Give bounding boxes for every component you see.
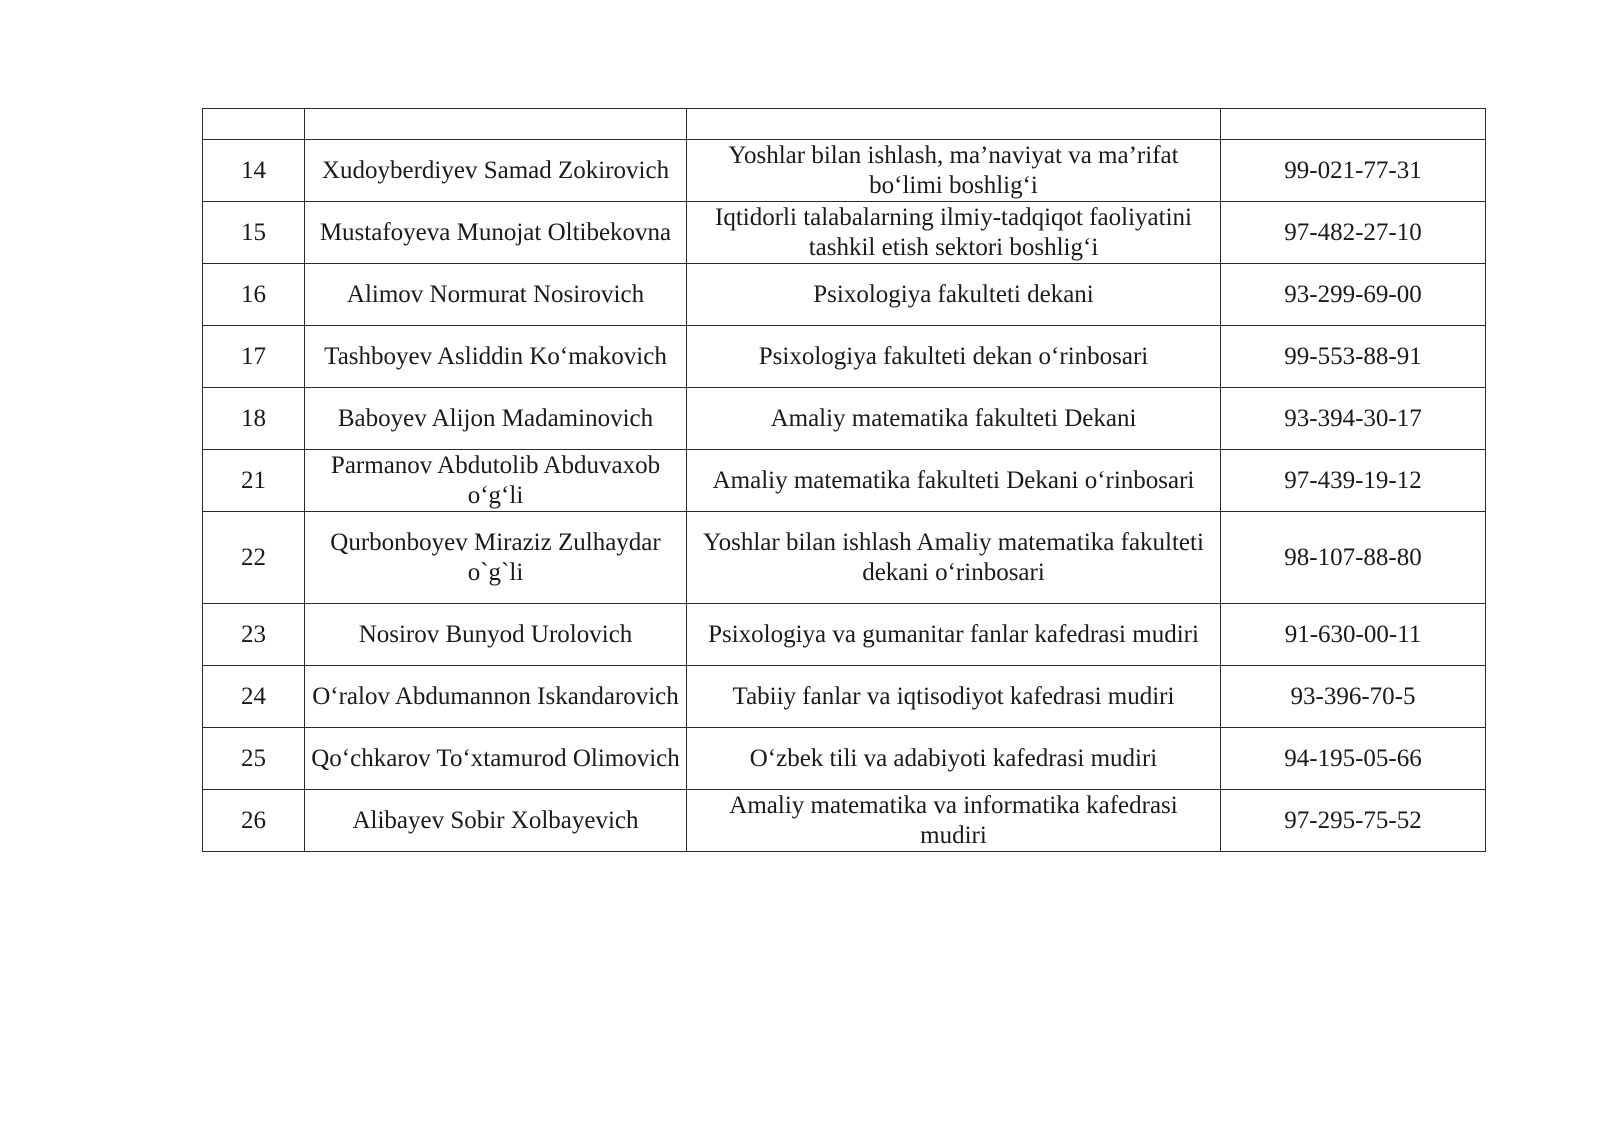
- header-cell-position: [687, 109, 1221, 140]
- table-row: [203, 388, 1486, 450]
- employee-name: Xudoyberdiyev Samad Zokirovich: [305, 140, 687, 202]
- employee-position: Psixologiya va gumanitar fanlar kafedrasi mudiri: [687, 604, 1221, 666]
- employee-name: Qurbonboyev Miraziz Zulhaydar o`g`li: [305, 512, 687, 604]
- row-number: 16: [203, 264, 305, 326]
- row-number: 25: [203, 728, 305, 790]
- employee-phone: 93-396-70-5: [1221, 666, 1486, 728]
- table-row: [203, 512, 1486, 604]
- table-row: [203, 450, 1486, 512]
- table-row: [203, 326, 1486, 388]
- row-number: 14: [203, 140, 305, 202]
- table-row: [203, 264, 1486, 326]
- employee-phone: 99-553-88-91: [1221, 326, 1486, 388]
- row-number: 26: [203, 790, 305, 852]
- employee-position: Amaliy matematika fakulteti Dekani: [687, 388, 1221, 450]
- employee-phone: 98-107-88-80: [1221, 512, 1486, 604]
- employee-position: Psixologiya fakulteti dekani: [687, 264, 1221, 326]
- employee-phone: 97-295-75-52: [1221, 790, 1486, 852]
- row-number: 24: [203, 666, 305, 728]
- employee-name: Parmanov Abdutolib Abduvaxob o‘g‘li: [305, 450, 687, 512]
- employee-position: Yoshlar bilan ishlash, ma’naviyat va ma’rifat bo‘limi boshlig‘i: [687, 140, 1221, 202]
- row-number: 23: [203, 604, 305, 666]
- employee-position: Amaliy matematika va informatika kafedrasi mudiri: [687, 790, 1221, 852]
- header-cell-name: [305, 109, 687, 140]
- employee-name: Nosirov Bunyod Urolovich: [305, 604, 687, 666]
- employee-name: Alibayev Sobir Xolbayevich: [305, 790, 687, 852]
- table-row: [203, 728, 1486, 790]
- row-number: 22: [203, 512, 305, 604]
- employee-phone: 99-021-77-31: [1221, 140, 1486, 202]
- header-cell-num: [203, 109, 305, 140]
- table-row: [203, 666, 1486, 728]
- employee-name: Alimov Normurat Nosirovich: [305, 264, 687, 326]
- row-number: 17: [203, 326, 305, 388]
- employee-position: Amaliy matematika fakulteti Dekani o‘rinbosari: [687, 450, 1221, 512]
- header-row: [203, 109, 1486, 140]
- row-number: 18: [203, 388, 305, 450]
- table-row: [203, 140, 1486, 202]
- employee-phone: 97-482-27-10: [1221, 202, 1486, 264]
- table-row: [203, 604, 1486, 666]
- employee-position: Yoshlar bilan ishlash Amaliy matematika fakulteti dekani o‘rinbosari: [687, 512, 1221, 604]
- table-row: [203, 790, 1486, 852]
- employee-name: Qo‘chkarov To‘xtamurod Olimovich: [305, 728, 687, 790]
- employee-name: Tashboyev Asliddin Ko‘makovich: [305, 326, 687, 388]
- employee-position: Psixologiya fakulteti dekan o‘rinbosari: [687, 326, 1221, 388]
- row-number: 21: [203, 450, 305, 512]
- employee-phone: 94-195-05-66: [1221, 728, 1486, 790]
- table-row: [203, 202, 1486, 264]
- employee-position: O‘zbek tili va adabiyoti kafedrasi mudiri: [687, 728, 1221, 790]
- employee-phone: 93-394-30-17: [1221, 388, 1486, 450]
- employee-name: O‘ralov Abdumannon Iskandarovich: [305, 666, 687, 728]
- employee-position: Iqtidorli talabalarning ilmiy-tadqiqot faoliyatini tashkil etish sektori boshlig‘i: [687, 202, 1221, 264]
- employee-name: Baboyev Alijon Madaminovich: [305, 388, 687, 450]
- employee-name: Mustafoyeva Munojat Oltibekovna: [305, 202, 687, 264]
- employee-phone: 91-630-00-11: [1221, 604, 1486, 666]
- employee-position: Tabiiy fanlar va iqtisodiyot kafedrasi mudiri: [687, 666, 1221, 728]
- header-cell-phone: [1221, 109, 1486, 140]
- row-number: 15: [203, 202, 305, 264]
- staff-contact-table: [202, 108, 1486, 852]
- employee-phone: 93-299-69-00: [1221, 264, 1486, 326]
- employee-phone: 97-439-19-12: [1221, 450, 1486, 512]
